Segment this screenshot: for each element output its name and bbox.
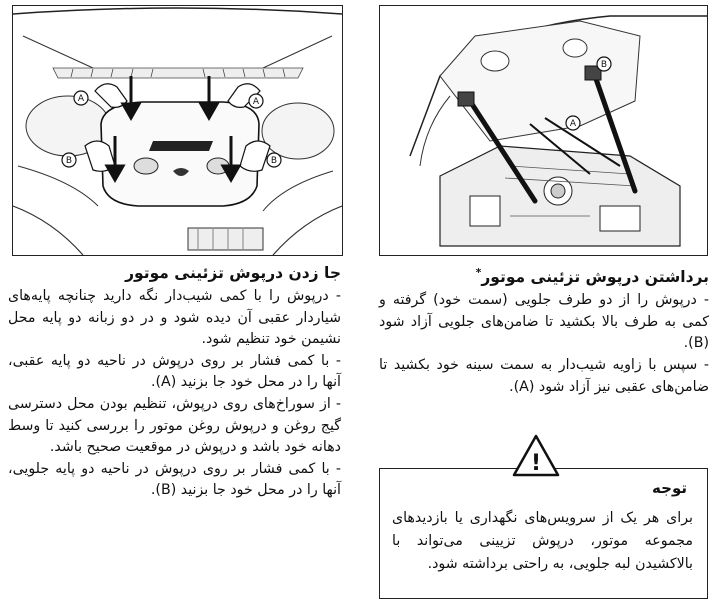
install-step-2: - با کمی فشار بر روی درپوش در ناحیه دو پایه عقبی، آنها را در محل خود جا بزنید (A). bbox=[8, 352, 341, 391]
removal-title-text: برداشتن درپوش تزئینی موتور bbox=[481, 268, 709, 287]
engine-bay-drawing bbox=[13, 6, 342, 255]
removal-instructions bbox=[379, 262, 709, 398]
warning-box bbox=[379, 468, 708, 599]
callout-b-left: B bbox=[65, 156, 73, 166]
callout-a-left: A bbox=[77, 94, 85, 104]
removal-title-mark: * bbox=[475, 266, 482, 279]
engine-cover-remove-illustration bbox=[379, 5, 708, 256]
callout-b-right: B bbox=[270, 156, 278, 166]
removal-title bbox=[379, 262, 709, 288]
install-step-4: - با کمی فشار بر روی درپوش در ناحیه دو پایه جلویی، آنها را در محل خود جا بزنید (B). bbox=[8, 460, 341, 499]
warning-title: توجه bbox=[652, 479, 687, 497]
removal-step-1: - درپوش را از دو طرف جلویی (سمت خود) گرفته و کمی به طرف بالا بکشید تا ضامن‌های جلویی آزاد شود (B). bbox=[379, 292, 709, 352]
warning-text: برای هر یک از سرویس‌های نگهداری یا بازدیدهای مجموعه موتور، درپوش تزیینی می‌تواند با بالاکشیدن لبه جلویی، به راحتی برداشته شود. bbox=[392, 510, 693, 572]
engine-cover-install-illustration bbox=[12, 5, 343, 256]
warning-triangle-icon bbox=[511, 433, 561, 479]
install-title: جا زدن درپوش تزئینی موتور bbox=[125, 264, 341, 282]
callout-b: B bbox=[600, 60, 608, 70]
callout-a-right: A bbox=[252, 97, 260, 107]
warning-glyph: ! bbox=[530, 451, 542, 476]
install-step-3: - از سوراخ‌های روی درپوش، تنظیم بودن محل دسترسی گیج روغن و درپوش روغن موتور را بررسی کنید تا وسط دهانه خود باشد و درپوش در موقعیت صحیح باشد. bbox=[8, 395, 341, 456]
install-instructions bbox=[8, 262, 341, 502]
install-step-1: - درپوش را با کمی شیب‌دار نگه دارید چنانچه پایه‌های شیاردار عقبی آن دیده شود و در دو زبانه دو پایه محل نشیمن خود تنظیم شود. bbox=[8, 288, 341, 348]
removal-step-2: - سپس با زاویه شیب‌دار به سمت سینه خود بکشید تا ضامن‌های عقبی نیز آزاد شود (A). bbox=[379, 356, 709, 395]
engine-bay-drawing-open bbox=[380, 6, 707, 255]
callout-a: A bbox=[569, 119, 577, 129]
